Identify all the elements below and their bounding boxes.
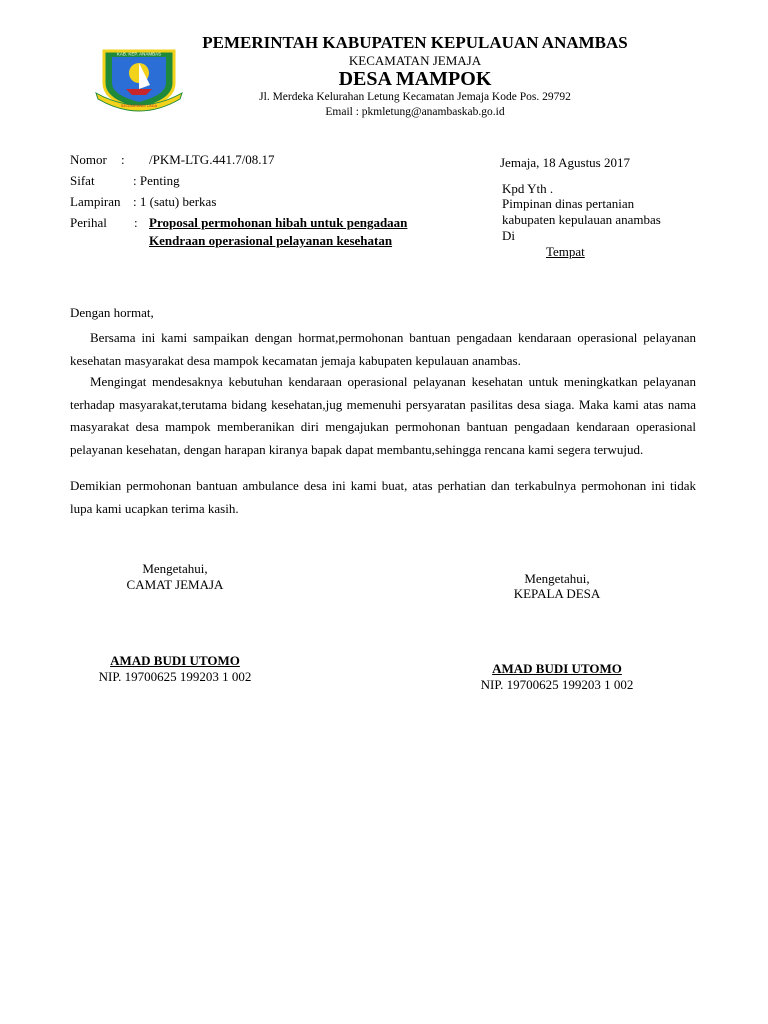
email-line: Email : pkmletung@anambaskab.go.id xyxy=(325,106,505,118)
recipient-line-1: Pimpinan dinas pertanian xyxy=(502,196,635,211)
greeting: Dengan hormat, xyxy=(70,305,154,320)
paragraph-2-text: Mengingat mendesaknya kebutuhan kendaraan operasional pelayanan kesehatan untuk meningkatkan pelayanan terhadap masyarakat,terutama bidang kesehatan,jug memenuhi persyaratan pasilitas desa siaga. Maka kami atas nama masyarakat desa mampok memberanikan diri mengajukan permohonan bantuan pengadaan kendaraan operasional pelayanan kesehatan, dengan harapan kiranya bapak dapat membantu,sehingga rencana kami segera terwujud. xyxy=(70,374,696,457)
left-signer-nip: NIP. 19700625 199203 1 002 xyxy=(98,669,252,684)
logo-top-text: KAB. KEP. ANAMBAS xyxy=(116,51,162,57)
tempat-line: Tempat xyxy=(546,244,585,259)
recipient-line-2: kabupaten kepulauan anambas xyxy=(502,212,661,227)
perihal-colon: : xyxy=(134,215,138,230)
perihal-line-2: Kendraan operasional pelayanan kesehatan xyxy=(149,233,393,248)
paragraph-3-text: Demikian permohonan bantuan ambulance desa ini kami buat, atas perhatian dan terkabulnya permohonan ini tidak lupa kami ucapkan terima kasih. xyxy=(70,478,696,516)
nomor-colon: : xyxy=(121,152,125,167)
perihal-line-1: Proposal permohonan hibah untuk pengadaan xyxy=(149,215,408,230)
address-line: Jl. Merdeka Kelurahan Letung Kecamatan Jemaja Kode Pos. 29792 xyxy=(259,91,571,103)
lampiran-value: : 1 (satu) berkas xyxy=(133,194,217,209)
left-signer-title: CAMAT JEMAJA xyxy=(126,577,224,592)
logo-bottom-text: SEGANTANG LADA xyxy=(120,103,158,108)
right-signer-name: AMAD BUDI UTOMO xyxy=(492,661,622,676)
government-heading: PEMERINTAH KABUPATEN KEPULAUAN ANAMBAS xyxy=(202,33,628,52)
paragraph-3 xyxy=(70,475,696,520)
left-signer-name: AMAD BUDI UTOMO xyxy=(110,653,240,668)
right-mengetahui: Mengetahui, xyxy=(524,571,590,586)
kpd-line: Kpd Yth . xyxy=(502,181,554,196)
right-signer-title: KEPALA DESA xyxy=(513,586,601,601)
paragraph-2 xyxy=(70,371,696,461)
left-mengetahui: Mengetahui, xyxy=(142,561,208,576)
village-heading: DESA MAMPOK xyxy=(338,68,492,90)
letter-date: Jemaja, 18 Agustus 2017 xyxy=(500,155,630,170)
regency-emblem-icon xyxy=(94,43,184,113)
right-signer-nip: NIP. 19700625 199203 1 002 xyxy=(480,677,634,692)
sifat-label: Sifat xyxy=(70,173,95,188)
sifat-value: : Penting xyxy=(133,173,180,188)
district-heading: KECAMATAN JEMAJA xyxy=(348,53,482,68)
nomor-label: Nomor xyxy=(70,152,107,167)
perihal-label: Perihal xyxy=(70,215,107,230)
nomor-value: /PKM-LTG.441.7/08.17 xyxy=(149,152,275,167)
paragraph-1 xyxy=(70,327,696,372)
lampiran-label: Lampiran xyxy=(70,194,121,209)
paragraph-1-text: Bersama ini kami sampaikan dengan hormat,permohonan bantuan pengadaan kendaraan operasional pelayanan kesehatan masyarakat desa mampok kecamatan jemaja kabupaten kepulauan anambas. xyxy=(70,330,696,368)
di-line: Di xyxy=(502,228,515,243)
